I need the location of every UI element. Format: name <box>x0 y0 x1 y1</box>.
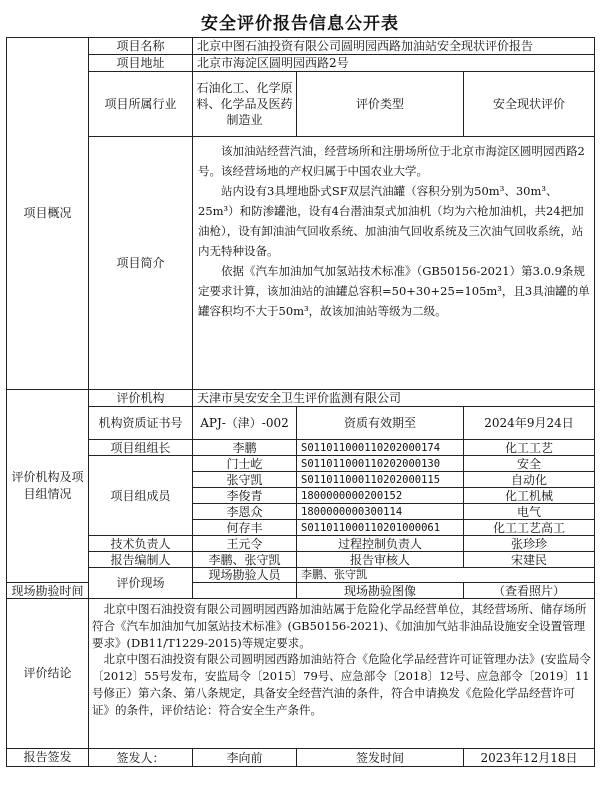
member-cert: 1800000000200152 <box>297 488 464 504</box>
industry-label: 项目所属行业 <box>89 72 193 137</box>
row-authors <box>7 552 595 568</box>
reviewer-value: 宋建民 <box>464 552 595 568</box>
conclusion-text <box>89 599 595 749</box>
row-tech-lead <box>7 536 595 552</box>
site-personnel-value: 李鹏、张守凯 <box>297 568 595 583</box>
row-industry <box>7 72 595 137</box>
reviewer-label: 报告审核人 <box>297 552 464 568</box>
eval-type-value: 安全现状评价 <box>464 72 595 137</box>
process-lead-label: 过程控制负责人 <box>297 536 464 552</box>
member-name: 李俊青 <box>193 488 297 504</box>
members-label: 项目组成员 <box>89 456 193 536</box>
author-label: 报告编制人 <box>89 552 193 568</box>
member-name: 张守凯 <box>193 472 297 488</box>
intro-text <box>193 137 595 390</box>
member-cert: S011011000110201000061 <box>297 520 464 536</box>
info-table <box>6 37 595 767</box>
leader-field: 化工工艺 <box>464 440 595 456</box>
member-cert: S011011000110202000115 <box>297 472 464 488</box>
signer-value: 李向前 <box>193 749 297 767</box>
member-cert: S011011000110202000130 <box>297 456 464 472</box>
section-site-label: 评价现场 <box>89 568 193 599</box>
member-name: 门士屹 <box>193 456 297 472</box>
row-project-address <box>7 55 595 72</box>
member-cert: 1800000000300114 <box>297 504 464 520</box>
signer-label: 签发人： <box>89 749 193 767</box>
sign-date-value: 2023年12月18日 <box>464 749 595 767</box>
agency-value: 天津市昊安安全卫生评价监测有限公司 <box>193 390 595 407</box>
member-field: 电气 <box>464 504 595 520</box>
member-name: 何存丰 <box>193 520 297 536</box>
tech-lead-value: 王元令 <box>193 536 297 552</box>
page-title: 安全评价报告信息公开表 <box>201 14 399 34</box>
row-agency <box>7 390 595 407</box>
section-conclusion-label: 评价结论 <box>7 599 89 749</box>
row-intro <box>7 137 595 390</box>
member-field: 化工工艺高工 <box>464 520 595 536</box>
row-project-name <box>7 38 595 55</box>
project-address-value: 北京市海淀区圆明园西路2号 <box>193 55 595 72</box>
intro-paragraph-2: 站内设有3具埋地卧式SF双层汽油罐（容积分别为50m³、30m³、25m³）和防渗罐池，设有4台潜油泵式加油机（均为六枪加油机，共24把加油枪），设有卸油油气回收系统、加油油气回收系统及三次油气回收系统，站内无特种设备。 <box>198 184 584 258</box>
section-sign-label: 报告签发 <box>7 749 89 767</box>
project-address-label: 项目地址 <box>89 55 193 72</box>
row-conclusion <box>7 599 595 749</box>
project-name-value: 北京中图石油投资有限公司圆明园西路加油站安全现状评价报告 <box>193 38 595 55</box>
section-overview-label: 项目概况 <box>7 38 89 390</box>
process-lead-value: 张珍珍 <box>464 536 595 552</box>
intro-label: 项目简介 <box>89 137 193 390</box>
member-field: 自动化 <box>464 472 595 488</box>
validity-value: 2024年9月24日 <box>464 407 595 440</box>
row-signing <box>7 749 595 767</box>
intro-paragraph-3: 依据《汽车加油加气加氢站技术标准》（GB50156-2021）第3.0.9条规定要求计算，该加油站的油罐总容积=50+30+25=105m³，且3具油罐的单罐容积均不大于50m³，故该加油站等级为二级。 <box>198 264 590 318</box>
view-photos-link[interactable]: （查看照片） <box>464 583 595 599</box>
cert-label: 机构资质证书号 <box>89 407 193 440</box>
member-field: 安全 <box>464 456 595 472</box>
leader-label: 项目组组长 <box>89 440 193 456</box>
site-time-label: 现场勘验时间 <box>7 583 89 599</box>
row-leader <box>7 440 595 456</box>
site-time-value <box>193 583 297 599</box>
table-row <box>7 456 595 472</box>
eval-type-label: 评价类型 <box>297 72 464 137</box>
row-site-personnel <box>7 568 595 583</box>
sign-date-label: 签发时间 <box>297 749 464 767</box>
member-name: 李恩众 <box>193 504 297 520</box>
member-field: 化工机械 <box>464 488 595 504</box>
project-name-label: 项目名称 <box>89 38 193 55</box>
tech-lead-label: 技术负责人 <box>89 536 193 552</box>
leader-cert: S011011000110202000174 <box>297 440 464 456</box>
validity-label: 资质有效期至 <box>297 407 464 440</box>
conclusion-paragraph-1: 北京中图石油投资有限公司圆明园西路加油站属于危险化学品经营单位，其经营场所、储存场所符合《汽车加油加气加氢站技术标准》(GB50156-2021)、《加油加气站非油品设施安全设置管理要求》(DB11/T1229-2015)等规定要求。 <box>92 602 587 650</box>
industry-value: 石油化工、化学原料、化学品及医药制造业 <box>193 72 297 137</box>
intro-paragraph-1: 该加油站经营汽油，经营场所和注册场所位于北京市海淀区圆明园西路2号。该经营场地的产权归属于中国农业大学。 <box>198 144 585 178</box>
row-cert <box>7 407 595 440</box>
site-personnel-label: 现场勘验人员 <box>193 568 297 583</box>
conclusion-paragraph-2: 北京中图石油投资有限公司圆明园西路加油站符合《危险化学品经营许可证管理办法》(安监局令〔2012〕55号发布，安监局令〔2015〕79号、应急部令〔2018〕12号、应急部令〔2019〕11号修正）第六条、第八条规定，具备安全经营汽油的条件，符合申请换发《危险化学品经营许可证》的条件，评价结论：符合安全生产条件。 <box>92 652 591 717</box>
author-value: 李鹏、张守凯 <box>193 552 297 568</box>
cert-value: APJ-（津）-002 <box>193 407 297 440</box>
site-image-label: 现场勘验图像 <box>297 583 464 599</box>
section-org-label: 评价机构及项目组情况 <box>7 390 89 583</box>
leader-name: 李鹏 <box>193 440 297 456</box>
agency-label: 评价机构 <box>89 390 193 407</box>
